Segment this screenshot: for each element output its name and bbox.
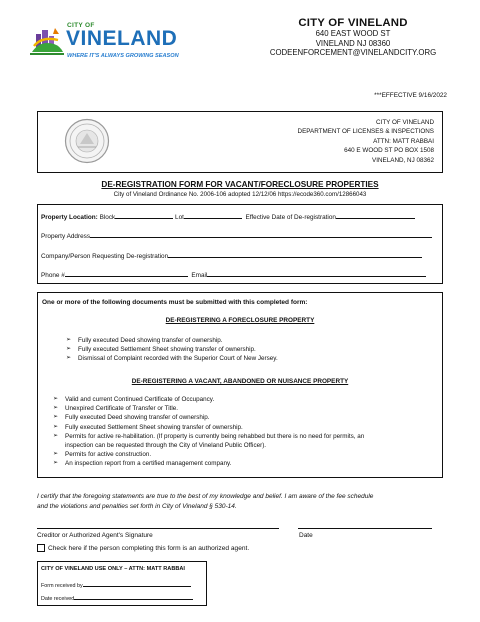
property-address-label: Property Address [41, 233, 91, 240]
lot-label: Lot [175, 214, 184, 221]
requester-row [41, 251, 422, 260]
foreclosure-list [66, 336, 278, 364]
arrow-bullet-icon: ➢ [53, 405, 59, 412]
lot-field[interactable] [184, 212, 242, 219]
property-address-row [41, 231, 432, 240]
phone-label: Phone # [41, 272, 65, 279]
arrow-bullet-icon: ➢ [66, 337, 72, 343]
requester-field[interactable] [168, 251, 422, 258]
list-item: ➢ Fully executed Deed showing transfer of ownership. [53, 414, 210, 422]
letterhead-city: VINELAND NJ 08360 [315, 38, 391, 48]
vacant-heading: DE-REGISTERING A VACANT, ABANDONED OR NUISANCE PROPERTY [131, 378, 349, 385]
certification-line: and the violations and penalties set forth in City of Vineland § 530-14. [37, 503, 237, 510]
effective-date-note: ***EFFECTIVE 9/16/2022 [374, 92, 447, 99]
received-by-label: Form received by [41, 583, 83, 589]
received-by-row [41, 581, 191, 589]
phone-field[interactable] [65, 270, 188, 277]
property-address-field[interactable] [90, 231, 432, 238]
property-info-box [37, 204, 443, 284]
property-location-label: Property Location: [41, 214, 98, 221]
vacant-list [53, 395, 364, 469]
logo-city-of: CITY OF [67, 22, 95, 29]
foreclosure-heading: DE-REGISTERING A FORECLOSURE PROPERTY [165, 317, 315, 324]
mailing-address-line: ATTN: MATT RABBAI [373, 137, 434, 145]
date-received-row [41, 594, 193, 602]
list-item: ➢ Valid and current Continued Certificate of Occupancy. [53, 396, 215, 403]
arrow-bullet-icon: ➢ [66, 355, 72, 362]
arrow-bullet-icon: ➢ [53, 460, 59, 467]
mailing-address [298, 118, 434, 165]
logo-tagline: WHERE IT'S ALWAYS GROWING SEASON [67, 53, 179, 59]
certification-statement [37, 492, 447, 512]
list-item: ➢ An inspection report from a certified management company. [53, 460, 232, 468]
required-documents-box [37, 292, 443, 478]
letterhead-email: CODEENFORCEMENT@VINELANDCITY.ORG [269, 48, 437, 58]
mailing-address-line: VINELAND, NJ 08362 [372, 156, 434, 164]
email-field[interactable] [207, 270, 426, 277]
effective-date-field[interactable] [336, 212, 415, 219]
mailing-address-line: CITY OF VINELAND [376, 119, 434, 126]
effective-date-label: Effective Date of De-registration [245, 214, 336, 221]
letterhead [258, 17, 448, 58]
signature-field[interactable] [37, 528, 279, 529]
arrow-bullet-icon: ➢ [53, 414, 59, 421]
contact-row [41, 270, 426, 279]
arrow-bullet-icon: ➢ [66, 346, 72, 353]
office-use-box [37, 561, 207, 606]
letterhead-street: 640 EAST WOOD ST [315, 29, 391, 38]
list-item: ➢ Fully executed Settlement Sheet showing transfer of ownership. [66, 346, 256, 354]
mailing-address-box [37, 111, 443, 173]
authorized-agent-label: Check here if the person completing this form is an authorized agent. [48, 544, 250, 552]
block-field[interactable] [115, 212, 173, 219]
authorized-agent-row [37, 544, 249, 552]
list-item: ➢ Permits for active construction. [53, 451, 152, 459]
received-by-field[interactable] [83, 581, 191, 587]
documents-intro: One or more of the following documents must be submitted with this completed form: [42, 299, 308, 306]
list-item: ➢ Unexpired Certificate of Transfer or Title. [53, 405, 179, 413]
email-label: Email [191, 272, 208, 279]
list-item: ➢ Fully executed Deed showing transfer of ownership. [66, 337, 223, 344]
property-location-row [41, 212, 415, 221]
signature-date-field[interactable] [298, 528, 432, 529]
list-item: ➢ Fully executed Settlement Sheet showing transfer of ownership. [53, 423, 243, 431]
arrow-bullet-icon: ➢ [53, 396, 59, 402]
office-use-heading: CITY OF VINELAND USE ONLY – ATTN: MATT RABBAI [41, 566, 185, 572]
list-item: ➢ Dismissal of Complaint recorded with the Superior Court of New Jersey. [66, 355, 278, 363]
mailing-address-line: DEPARTMENT OF LICENSES & INSPECTIONS [297, 128, 434, 136]
list-item-continuation: inspection can be requested through the City of Vineland Public Officer). [65, 442, 267, 450]
date-received-label: Date received [41, 596, 75, 602]
signature-label: Creditor or Authorized Agent's Signature [37, 532, 153, 539]
city-skyline-logo-icon [30, 24, 64, 56]
authorized-agent-checkbox[interactable] [37, 544, 45, 552]
arrow-bullet-icon: ➢ [53, 423, 59, 430]
city-seal-icon [64, 118, 110, 164]
mailing-address-line: 640 E WOOD ST PO BOX 1508 [344, 147, 434, 155]
city-logo [30, 22, 190, 64]
date-received-field[interactable] [74, 594, 193, 600]
logo-city-name: VINELAND [66, 27, 178, 50]
certification-line: I certify that the foregoing statements are true to the best of my knowledge and belief. I am aware of the fee schedule [37, 493, 374, 500]
letterhead-title: CITY OF VINELAND [298, 17, 408, 29]
arrow-bullet-icon: ➢ [53, 451, 59, 458]
form-subtitle: City of Vineland Ordinance No. 2006-106 adopted 12/12/06 https://ecode360.com/12866043 [113, 191, 367, 198]
signature-date-label: Date [299, 532, 313, 539]
requester-label: Company/Person Requesting De-registration [41, 253, 169, 260]
block-label: Block [99, 214, 116, 221]
arrow-bullet-icon: ➢ [53, 432, 59, 439]
list-item: ➢ Permits for active re-habilitation. (If property is currently being rehabbed but there is no need for permits, an [53, 432, 365, 440]
form-title: DE-REGISTRATION FORM FOR VACANT/FORECLOSURE PROPERTIES [101, 180, 379, 189]
